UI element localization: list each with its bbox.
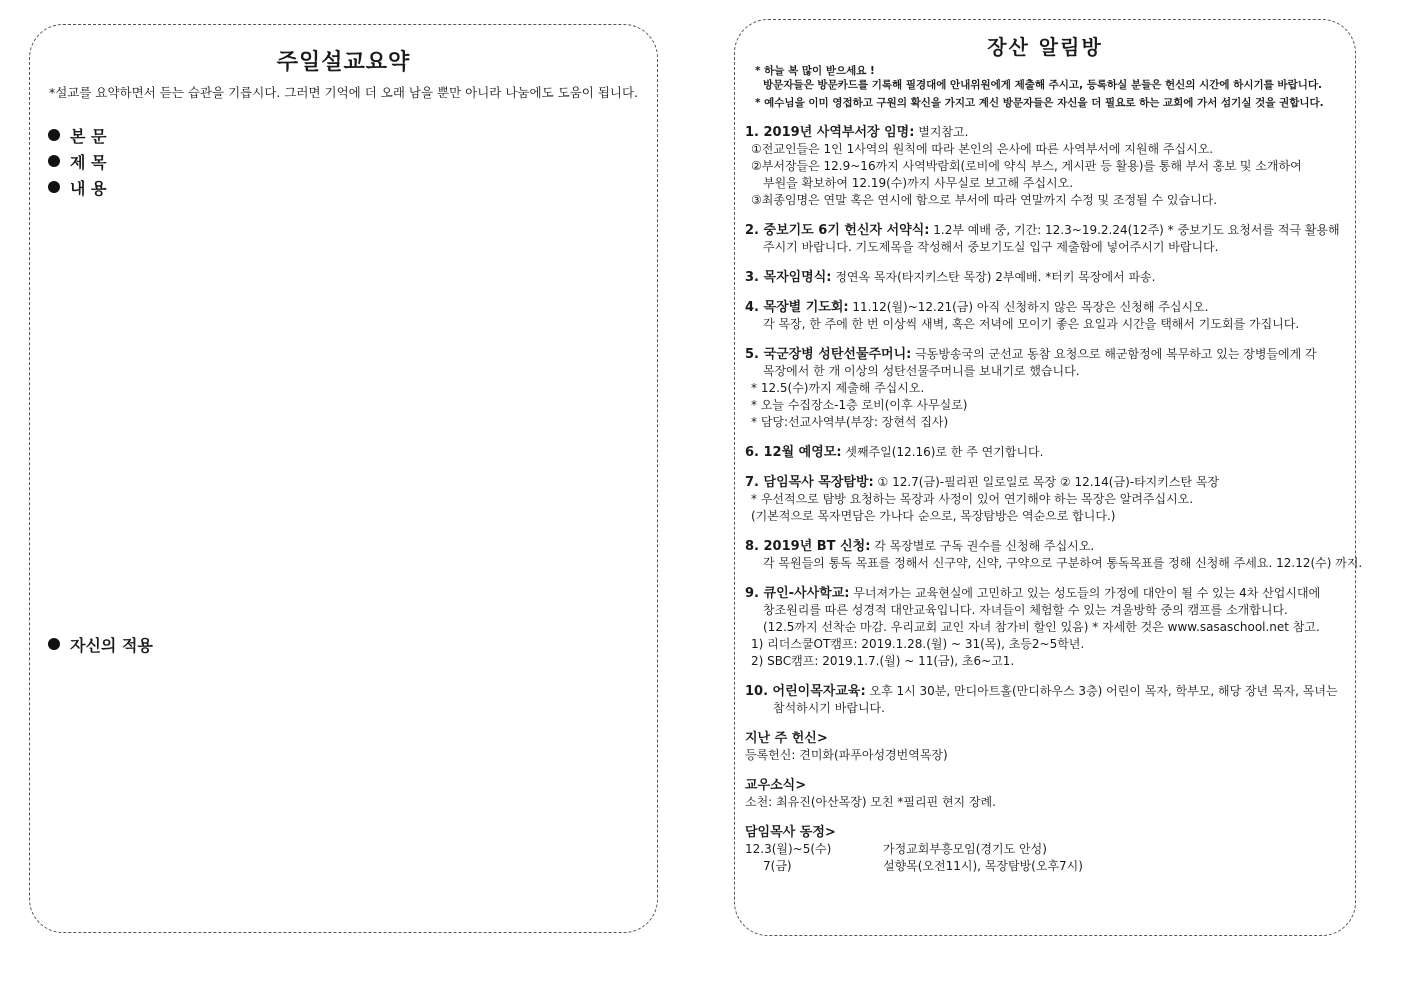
announcement-head: 1. 2019년 사역부서장 임명:: [745, 125, 915, 140]
announcement-head: 5. 국군장병 성탄선물주머니:: [745, 347, 912, 362]
members-news: [745, 777, 1345, 811]
announcement-head: 3. 목자임명식:: [745, 270, 832, 285]
schedule-row: [745, 858, 1345, 875]
announcement-text: 무너져가는 교육현실에 고민하고 있는 성도들의 가정에 대안이 될 수 있는 4차 산업시대에: [849, 586, 1321, 600]
announcements-panel: [734, 19, 1363, 936]
announcement-head: 8. 2019년 BT 신청:: [745, 539, 871, 554]
announcement-item: [745, 222, 1345, 256]
bullet-icon: [48, 638, 60, 650]
announcement-text: 별지참고.: [914, 125, 969, 139]
announcement-head: 7. 담임목사 목장탐방:: [745, 475, 874, 490]
announcement-text: 극동방송국의 군선교 동참 요청으로 해군함정에 복무하고 있는 장병들에게 각: [911, 347, 1317, 361]
last-week-dedication: [745, 730, 1345, 764]
schedule-event: 설향목(오전11시), 목장탐방(오후7시): [883, 859, 1083, 873]
announcement-item: [745, 683, 1345, 717]
announcement-note: * 담당:선교사역부(부장: 장현석 집사): [751, 415, 949, 429]
item-label: 내 용: [70, 179, 107, 198]
item-application: [48, 633, 153, 656]
announcement-item: [745, 538, 1363, 572]
announcement-line: 창조원리를 따른 성경적 대안교육입니다. 자녀들이 체험할 수 있는 겨울방학 중의 캠프를 소개합니다.: [763, 603, 1288, 617]
item-label: 제 목: [70, 153, 107, 172]
section-text: 소천: 최유진(아산목장) 모친 *필리핀 현지 장례.: [745, 795, 996, 809]
bullet-icon: [48, 181, 60, 193]
bullet-icon: [48, 129, 60, 141]
announcements-title: 장산 알림방: [987, 35, 1103, 59]
pastor-schedule: [745, 824, 1345, 875]
section-heading: 지난 주 헌신>: [745, 731, 828, 746]
sermon-summary-panel: [29, 24, 658, 933]
announcement-text: 셋째주일(12.16)로 한 주 연기합니다.: [841, 445, 1044, 459]
announcement-item: [745, 474, 1345, 525]
announcement-text: 1.2부 예배 중, 기간: 12.3~19.2.24(12주) * 중보기도 요청서를 적극 활용해: [929, 223, 1340, 237]
schedule-date: 7(금): [763, 859, 792, 873]
announcement-note: * 12.5(수)까지 제출해 주십시오.: [751, 381, 925, 395]
section-text: 등록헌신: 견미화(파푸아성경번역목장): [745, 748, 948, 762]
schedule-event: 가정교회부흥모임(경기도 안성): [883, 842, 1047, 856]
announcement-line: 각 목장, 한 주에 한 번 이상씩 새벽, 혹은 저녁에 모이기 좋은 요일과 시간을 택해서 기도회를 가집니다.: [763, 317, 1300, 331]
bullet-icon: [48, 155, 60, 167]
announcement-note: (기본적으로 목자면담은 가나다 순으로, 목장탐방은 역순으로 합니다.): [751, 509, 1116, 523]
section-heading: 교우소식>: [745, 778, 807, 793]
announcement-text: 정연옥 목자(타지키스탄 목장) 2부예배. *터키 목장에서 파송.: [831, 270, 1156, 284]
announcement-note: * 오늘 수집장소-1층 로비(이후 사무실로): [751, 398, 968, 412]
announcement-text: ① 12.7(금)-필리핀 일로일로 목장 ② 12.14(금)-타지키스탄 목장: [873, 475, 1220, 489]
announcement-head: 10. 어린이목자교육:: [745, 684, 866, 699]
announcement-item: [745, 444, 1345, 461]
sermon-summary-subtitle: *설교를 요약하면서 듣는 습관을 기릅시다. 그러면 기억에 더 오래 남을 뿐만 아니라 나눔에도 도움이 됩니다.: [48, 85, 639, 100]
sermon-summary-title: 주일설교요약: [276, 50, 411, 75]
announcement-line: 주시기 바랍니다. 기도제목을 작성해서 중보기도실 입구 제출함에 넣어주시기 바랍니다.: [763, 240, 1219, 254]
announcement-line: ②부서장들은 12.9~16까지 사역박람회(로비에 약식 부스, 게시판 등 활용)를 통해 부서 홍보 및 소개하여: [751, 159, 1302, 173]
announcement-head: 9. 큐인-사사학교:: [745, 586, 850, 601]
announcement-note: * 우선적으로 탐방 요청하는 목장과 사정이 있어 연기해야 하는 목장은 알려주십시오.: [751, 492, 1194, 506]
announcement-line: 부원을 확보하여 12.19(수)까지 사무실로 보고해 주십시오.: [763, 176, 1074, 190]
item-sermon-title: [48, 150, 106, 173]
schedule-date: 12.3(월)~5(수): [745, 842, 832, 856]
announcement-line: ③최종임명은 연말 혹은 연시에 함으로 부서에 따라 연말까지 수정 및 조정될 수 있습니다.: [751, 193, 1218, 207]
item-label: 본 문: [70, 127, 107, 146]
item-scripture: [48, 124, 106, 147]
announcement-item: [745, 269, 1345, 286]
notice-greeting: * 하늘 복 많이 받으세요 !: [755, 65, 875, 77]
announcement-line: (12.5까지 선착순 마감. 우리교회 교인 자녀 참가비 할인 있음) * 자세한 것은 www.sasaschool.net 참고.: [763, 620, 1320, 634]
announcement-note: 2) SBC캠프: 2019.1.7.(월) ~ 11(금), 초6~고1.: [751, 654, 1015, 668]
item-label: 자신의 적용: [70, 636, 153, 655]
announcement-head: 4. 목장별 기도회:: [745, 300, 849, 315]
notice-visitors: 방문자들은 방문카드를 기록해 필경대에 안내위원에게 제출해 주시고, 등록하실 분들은 헌신의 시간에 하시기를 바랍니다.: [763, 79, 1322, 91]
announcement-item: [745, 124, 1345, 209]
announcement-text: 11.12(월)~12.21(금) 아직 신청하지 않은 목장은 신청해 주십시오.: [848, 300, 1209, 314]
announcement-head: 2. 중보기도 6기 헌신자 서약식:: [745, 223, 930, 238]
schedule-row: [745, 841, 1345, 858]
announcement-head: 6. 12월 예영모:: [745, 445, 842, 460]
section-heading: 담임목사 동정>: [745, 825, 836, 840]
notice-believers: * 예수님을 이미 영접하고 구원의 확신을 가지고 계신 방문자들은 자신을 더 필요로 하는 교회에 가서 섬기실 것을 권합니다.: [755, 97, 1324, 109]
announcement-text: 오후 1시 30분, 만디아트홀(만디하우스 3층) 어린이 목자, 학부모, 해당 장년 목자, 목녀는: [865, 684, 1338, 698]
announcement-item: [745, 299, 1345, 333]
announcement-item: [745, 585, 1345, 670]
announcement-line: 각 목원들의 통독 목표를 정해서 신구약, 신약, 구약으로 구분하여 통독목표를 정해 신청해 주세요. 12.12(수) 까지.: [763, 556, 1363, 570]
announcement-text: 각 목장별로 구독 권수를 신청해 주십시오.: [870, 539, 1095, 553]
announcement-list: [745, 124, 1363, 888]
announcement-line: 참석하시기 바랍니다.: [773, 701, 885, 715]
announcement-line: 목장에서 한 개 이상의 성탄선물주머니를 보내기로 했습니다.: [763, 364, 1080, 378]
announcement-line: ①전교인들은 1인 1사역의 원칙에 따라 본인의 은사에 따른 사역부서에 지원해 주십시오.: [751, 142, 1214, 156]
announcement-item: [745, 346, 1345, 431]
item-content: [48, 176, 106, 199]
announcement-note: 1) 리더스쿨OT캠프: 2019.1.28.(월) ~ 31(목), 초등2~5학년.: [751, 637, 1085, 651]
